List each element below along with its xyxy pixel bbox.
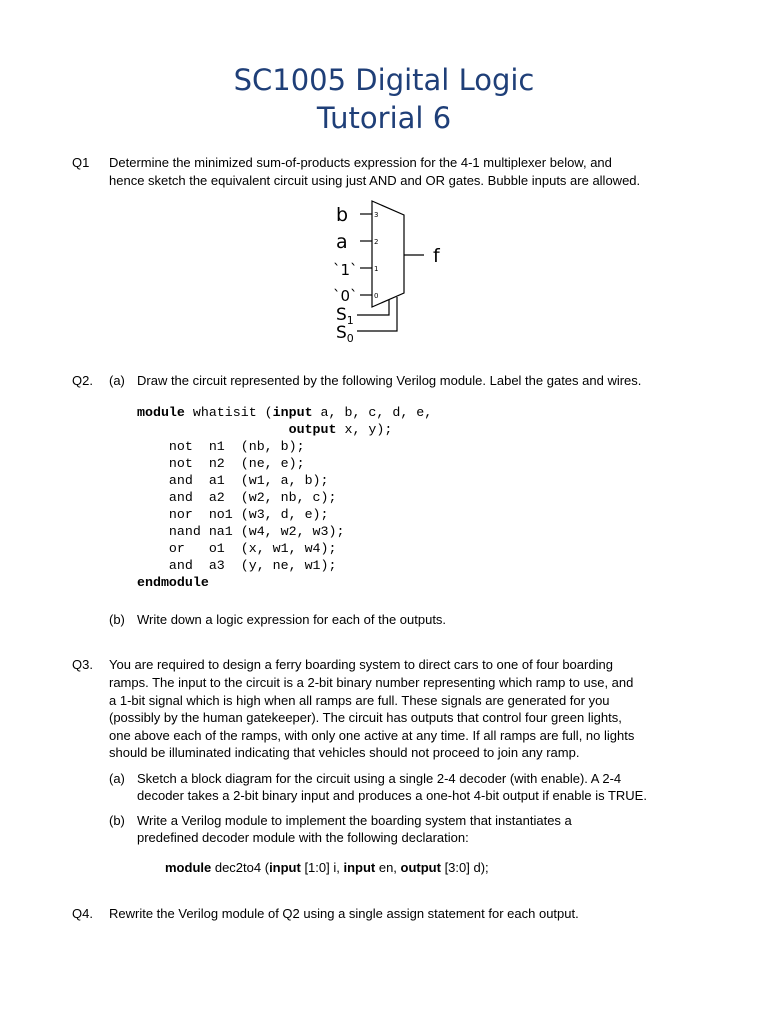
decl-text: [3:0] d); <box>440 860 489 875</box>
decl-text: [1:0] i, <box>300 860 344 875</box>
q3-part-b-text-line2: predefined decoder module with the following declaration: <box>137 830 469 845</box>
code-text: x, y); <box>336 422 393 437</box>
verilog-code-block <box>137 404 432 591</box>
q3-text-line: a 1-bit signal which is high when all ramps are full. These signals are generated for you <box>109 693 610 708</box>
code-gate-line: nor no1 (w3, d, e); <box>137 507 329 522</box>
code-text: whatisit ( <box>184 405 273 420</box>
q3-part-a-text-line1: Sketch a block diagram for the circuit using a single 2-4 decoder (with enable). A 2-4 <box>137 771 622 786</box>
q4-number: Q4. <box>72 906 93 921</box>
q2-part-b-label: (b) <box>109 612 125 627</box>
q3-part-b-label: (b) <box>109 813 125 828</box>
decoder-declaration <box>165 859 489 877</box>
mux-input-label: `1` <box>333 261 358 279</box>
decl-keyword: output <box>400 860 441 875</box>
q2-part-a-label: (a) <box>109 373 125 388</box>
code-indent <box>137 422 289 437</box>
code-keyword: input <box>272 405 313 420</box>
mux-pin-label: 1 <box>374 265 379 273</box>
mux-pin-label: 3 <box>374 211 379 219</box>
decl-keyword: input <box>343 860 376 875</box>
code-keyword: endmodule <box>137 575 209 590</box>
q3-part-b-text-line1: Write a Verilog module to implement the boarding system that instantiates a <box>137 813 572 828</box>
q3-part-a-text-line2: decoder takes a 2-bit binary input and produces a one-hot 4-bit output if enable is TRUE. <box>137 788 647 803</box>
q1-number: Q1 <box>72 155 90 170</box>
q3-number: Q3. <box>72 657 93 672</box>
mux-diagram <box>0 198 768 348</box>
q2-number: Q2. <box>72 373 93 388</box>
mux-output-label: f <box>433 245 440 267</box>
q3-text-line: should be illuminated indicating that vehicles should not proceed to join any ramp. <box>109 745 580 760</box>
q3-text-line: one above each of the ramps, with only one active at any time. If all ramps are full, no lights <box>109 728 635 743</box>
mux-select-wire-s0 <box>357 297 397 331</box>
code-gate-line: nand na1 (w4, w2, w3); <box>137 524 345 539</box>
q1-text-line1: Determine the minimized sum-of-products expression for the 4-1 multiplexer below, and <box>109 155 612 170</box>
decl-keyword: input <box>269 860 301 875</box>
q3-text-line: You are required to design a ferry boarding system to direct cars to one of four boarding <box>109 657 613 672</box>
q3-part-a-label: (a) <box>109 771 125 786</box>
mux-pin-label: 0 <box>374 292 379 300</box>
code-gate-line: not n2 (ne, e); <box>137 456 305 471</box>
decl-keyword: module <box>165 860 212 875</box>
mux-pin-label: 2 <box>374 238 379 246</box>
code-keyword: output <box>288 422 337 437</box>
q2-part-a-text: Draw the circuit represented by the following Verilog module. Label the gates and wires. <box>137 373 642 388</box>
page-title: SC1005 Digital Logic <box>233 63 535 97</box>
code-keyword: module <box>137 405 185 420</box>
code-gate-line: or o1 (x, w1, w4); <box>137 541 337 556</box>
mux-select-label-s1: $S_1$ <box>336 305 354 327</box>
decl-text: en, <box>375 860 401 875</box>
q1-text-line2: hence sketch the equivalent circuit using just AND and OR gates. Bubble inputs are allowed. <box>109 173 641 188</box>
mux-input-label: b <box>336 204 349 226</box>
code-text: a, b, c, d, e, <box>312 405 433 420</box>
mux-input-label: a <box>336 231 348 253</box>
q3-text-line: (possibly by the human gatekeeper). The circuit has outputs that control four green lights, <box>109 710 622 725</box>
page-subtitle: Tutorial 6 <box>316 101 452 135</box>
q4-text: Rewrite the Verilog module of Q2 using a single assign statement for each output. <box>109 906 579 921</box>
code-gate-line: and a1 (w1, a, b); <box>137 473 329 488</box>
mux-select-label-s0: $S_0$ <box>336 323 354 345</box>
q3-text-line: ramps. The input to the circuit is a 2-bit binary number representing which ramp to use, and <box>109 675 634 690</box>
code-gate-line: and a2 (w2, nb, c); <box>137 490 337 505</box>
decl-text: dec2to4 ( <box>211 860 270 875</box>
q2-part-b-text: Write down a logic expression for each of the outputs. <box>137 612 447 627</box>
mux-input-label: `0` <box>333 287 358 305</box>
code-gate-line: and a3 (y, ne, w1); <box>137 558 337 573</box>
code-gate-line: not n1 (nb, b); <box>137 439 305 454</box>
